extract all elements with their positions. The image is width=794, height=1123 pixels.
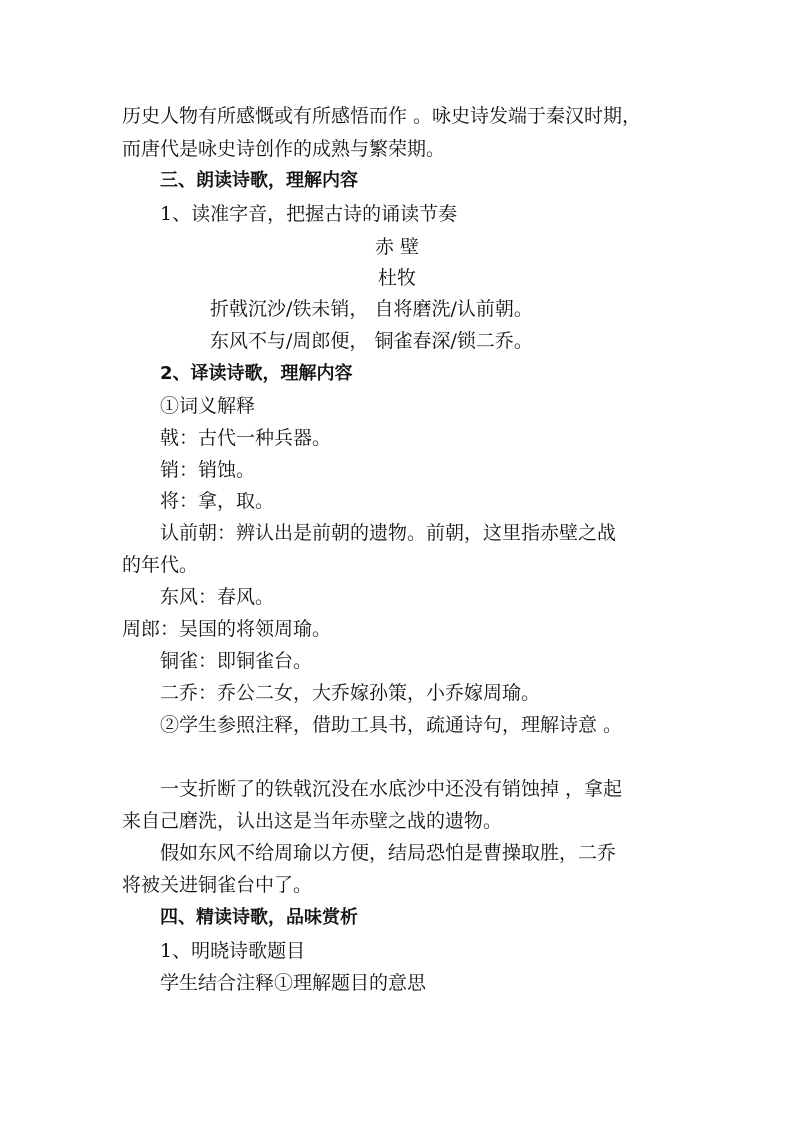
glossary-item-erqiao: 二乔：乔公二女，大乔嫁孙策，小乔嫁周瑜。 (160, 682, 541, 704)
section-3-sub-2: 2、译读诗歌，理解内容 (160, 363, 353, 384)
section-4-sub-1: 1、明晓诗歌题目 (160, 940, 306, 962)
translation-p1-line-2: 来自己磨洗，认出这是当年赤壁之战的遗物。 (122, 810, 503, 832)
study-step-2: ②学生参照注释，借助工具书，疏通诗句，理解诗意 。 (160, 714, 623, 736)
glossary-item-tongque: 铜雀：即铜雀台。 (160, 650, 313, 672)
intro-line-1: 历史人物有所感慨或有所感悟而作 。咏史诗发端于秦汉时期， (122, 105, 642, 127)
glossary-item-renqianchao-line-1: 认前朝：辨认出是前朝的遗物。前朝，这里指赤壁之战 (160, 522, 617, 544)
section-3-sub-1: 1、读准字音，把握古诗的诵读节奏 (160, 203, 458, 225)
section-3-heading: 三、朗读诗歌，理解内容 (160, 170, 358, 191)
glossary-item-ji: 戟：古代一种兵器。 (160, 427, 332, 449)
poem-line-1: 折戟沉沙/铁未销， 自将磨洗/认前朝。 (210, 298, 533, 320)
glossary-title: ①词义解释 (160, 395, 256, 417)
glossary-item-dongfeng: 东风：春风。 (160, 586, 275, 608)
glossary-item-zhoulang: 周郎：吴国的将领周瑜。 (122, 618, 332, 640)
poem-line-2: 东风不与/周郎便， 铜雀春深/锁二乔。 (210, 330, 533, 352)
translation-p1-line-1: 一支折断了的铁戟沉没在水底沙中还没有销蚀掉 ，拿起 (160, 778, 623, 800)
intro-line-2: 而唐代是咏史诗创作的成熟与繁荣期。 (122, 138, 446, 160)
section-4-heading: 四、精读诗歌，品味赏析 (160, 907, 358, 928)
translation-p2-line-2: 将被关进铜雀台中了。 (122, 874, 313, 896)
glossary-item-xiao: 销：销蚀。 (160, 459, 256, 481)
poem-author: 杜牧 (377, 267, 416, 289)
poem-title: 赤 壁 (374, 236, 420, 258)
section-4-line-1: 学生结合注释①理解题目的意思 (160, 972, 427, 994)
glossary-item-renqianchao-line-2: 的年代。 (122, 554, 199, 576)
translation-p2-line-1: 假如东风不给周瑜以方便，结局恐怕是曹操取胜，二乔 (160, 842, 617, 864)
glossary-item-jiang: 将：拿，取。 (160, 490, 275, 512)
